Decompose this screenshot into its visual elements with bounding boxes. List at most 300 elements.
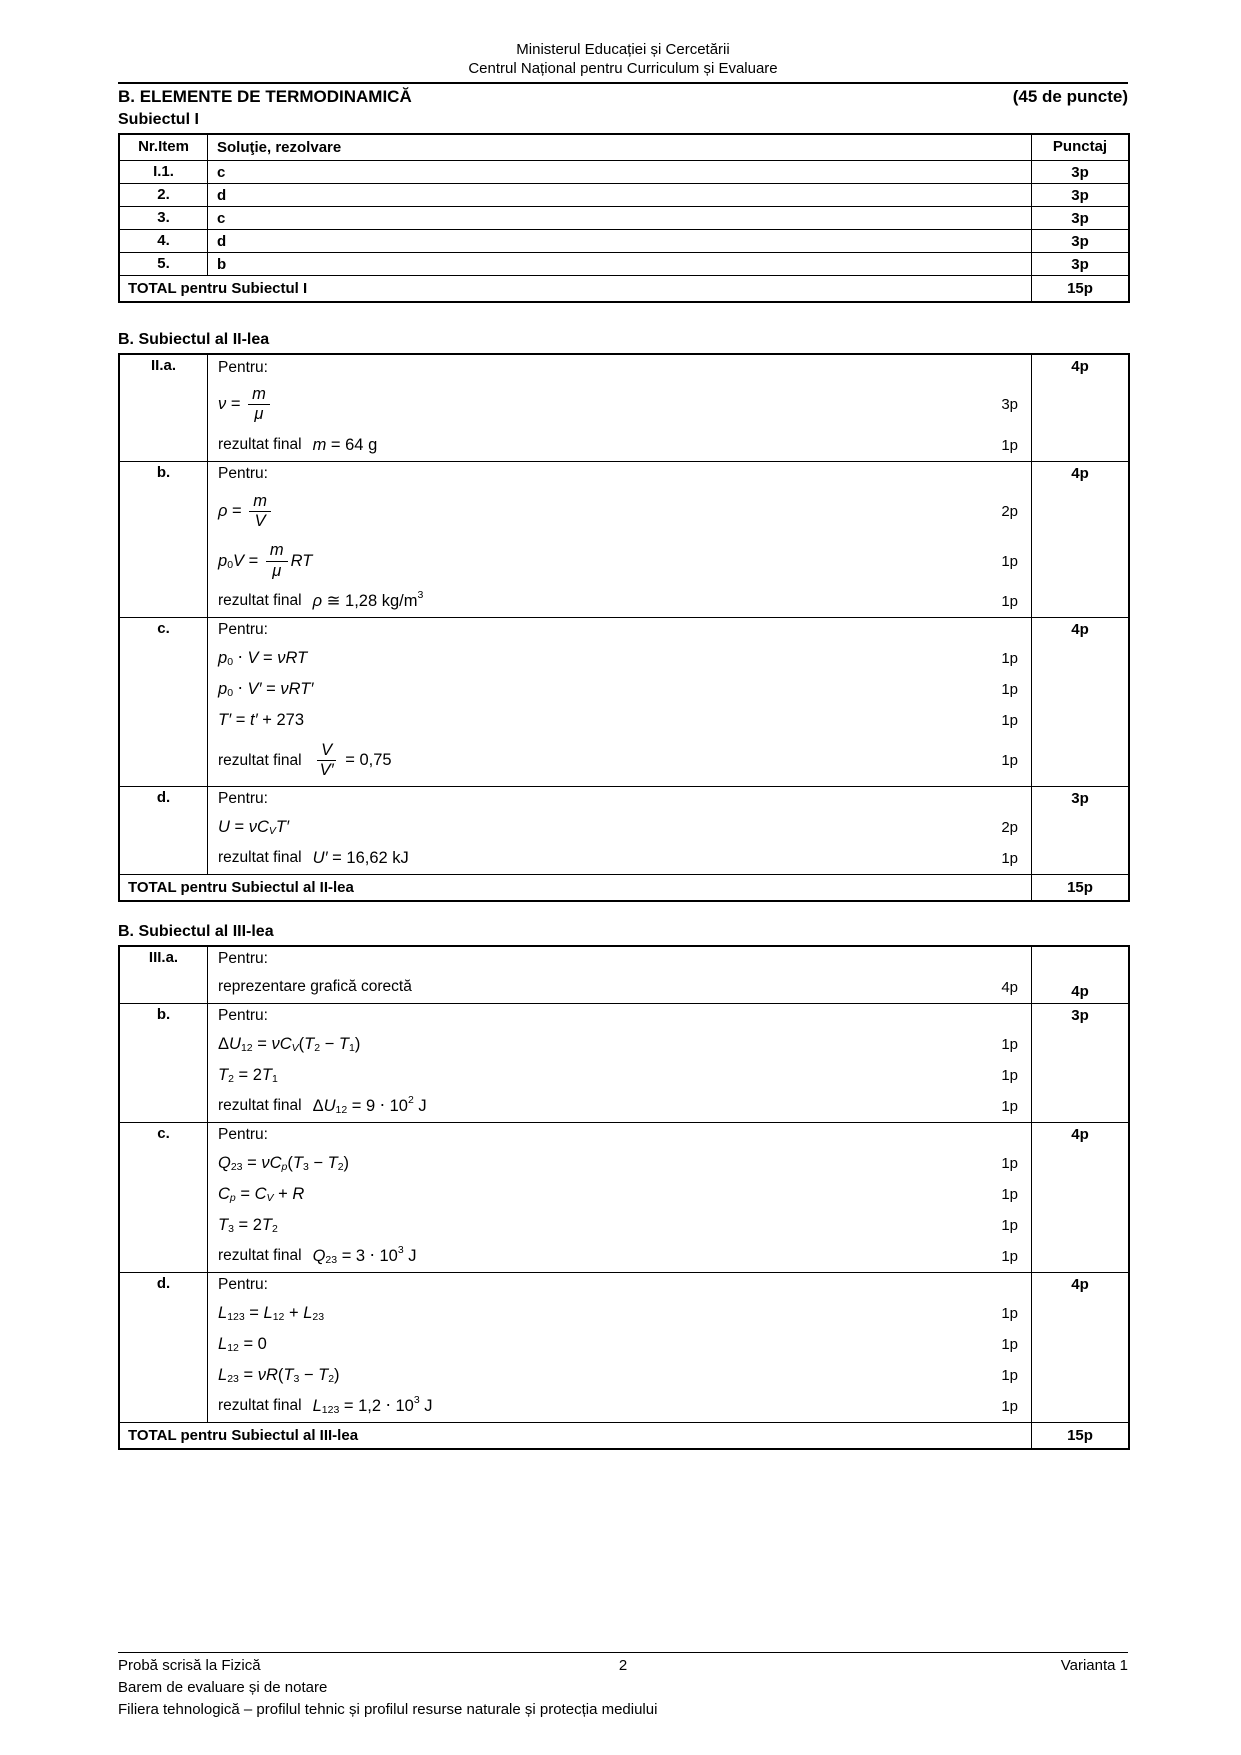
- solution-line: [208, 618, 1031, 643]
- formula-segment: (: [298, 1034, 305, 1053]
- formula-segment: Δ: [312, 1096, 324, 1115]
- formula: [218, 1216, 278, 1235]
- table-row: [120, 1003, 1128, 1122]
- solution-line: [208, 1123, 1031, 1148]
- solution-line: [208, 947, 1031, 972]
- table-row: [120, 183, 1128, 206]
- footer-filiera-line: Filiera tehnologică – profilul tehnic și profilul resurse naturale și protecția mediului: [118, 1701, 658, 1718]
- formula-segment: 23: [230, 1161, 243, 1173]
- row-points-cell: 4p: [1031, 947, 1128, 1003]
- fraction-denominator: [250, 405, 267, 423]
- solution-line: [208, 643, 1031, 674]
- formula-segment: T: [261, 1065, 273, 1084]
- formula-segment: ): [343, 1153, 350, 1172]
- formula-segment: T: [261, 1215, 273, 1234]
- solution-line: [208, 1360, 1031, 1391]
- formula-segment: 12: [227, 1342, 239, 1354]
- header-nr-item: Nr.Item: [120, 135, 208, 160]
- solution-text: Pentru:: [218, 465, 268, 483]
- chapter-points: (45 de puncte): [1012, 87, 1128, 106]
- total-row: [120, 1422, 1128, 1448]
- item-cell: 4.: [120, 230, 208, 252]
- formula-segment: V′: [319, 761, 334, 780]
- formula: [218, 537, 312, 585]
- formula-segment: ⋅: [233, 680, 248, 699]
- solution-text: Pentru:: [218, 621, 268, 639]
- solution-line: [208, 674, 1031, 705]
- row-points-cell: 3p: [1031, 787, 1128, 874]
- answer-cell: c: [217, 164, 226, 181]
- result-prefix: rezultat final: [218, 1247, 302, 1264]
- formula-segment: V: [291, 1042, 299, 1054]
- formula-segment: U′: [312, 848, 328, 867]
- row-points-cell: 4p: [1031, 355, 1128, 461]
- formula-segment: p: [229, 1192, 236, 1204]
- line-points: 1p: [1001, 680, 1018, 698]
- footer-barem-line: Barem de evaluare și de notare: [118, 1679, 328, 1696]
- table-row: [120, 947, 1128, 1003]
- formula-segment: = 64 g: [326, 435, 378, 454]
- ministry-line: Ministerul Educației și Cercetării: [516, 41, 730, 58]
- formula-segment: C: [254, 1184, 267, 1203]
- table-row: [120, 206, 1128, 229]
- formula-segment: νR: [257, 1365, 278, 1384]
- solution-line: [208, 1091, 1031, 1122]
- fraction-numerator: [248, 386, 270, 405]
- table-row: [120, 617, 1128, 786]
- formula: [218, 1304, 324, 1323]
- solution-text: Pentru:: [218, 1007, 268, 1024]
- formula: [218, 1335, 267, 1354]
- line-points: 1p: [1001, 1304, 1018, 1322]
- line-points: 1p: [1001, 711, 1018, 729]
- solution-text: Pentru:: [218, 358, 268, 376]
- line-points: 1p: [1001, 1185, 1018, 1203]
- formula-segment: =: [235, 1184, 255, 1203]
- formula-segment: ρ: [218, 501, 228, 520]
- formula-segment: νC: [248, 817, 269, 836]
- solution-cell: [208, 1123, 1031, 1272]
- fraction: [248, 386, 270, 424]
- footer-rule: [118, 1652, 1128, 1653]
- result-prefix: rezultat final: [218, 751, 302, 769]
- formula-segment: U: [218, 817, 230, 836]
- subiectul1-table: [118, 133, 1130, 303]
- total-label: TOTAL pentru Subiectul al II-lea: [128, 878, 354, 896]
- formula-segment: L: [218, 1365, 228, 1384]
- formula: [313, 737, 392, 785]
- formula-segment: V: [233, 551, 245, 570]
- table-row: [120, 229, 1128, 252]
- formula-segment: J: [413, 1096, 427, 1115]
- formula-segment: 2: [314, 1042, 321, 1054]
- center-line: Centrul Național pentru Curriculum și Evaluare: [468, 60, 778, 77]
- solution-text: Pentru:: [218, 790, 268, 807]
- formula-segment: 0: [227, 687, 234, 700]
- solution-text: Pentru:: [218, 1126, 268, 1143]
- formula-segment: T: [327, 1153, 338, 1172]
- formula: [218, 1154, 349, 1173]
- solution-line: [208, 1241, 1031, 1272]
- line-points: 1p: [1001, 552, 1018, 570]
- document-header: [118, 0, 1128, 78]
- formula-segment: νC: [271, 1034, 292, 1053]
- formula-segment: m: [253, 491, 268, 510]
- solution-line: [208, 972, 1031, 1003]
- table-row: [120, 1122, 1128, 1272]
- solution-line: [208, 430, 1031, 461]
- formula-segment: 0: [227, 559, 234, 572]
- solution-line: [208, 812, 1031, 843]
- solution-cell: [208, 1273, 1031, 1422]
- solution-cell: [208, 355, 1031, 461]
- formula-segment: 123: [227, 1311, 245, 1323]
- item-cell: 3.: [120, 207, 208, 229]
- line-points: 1p: [1001, 1216, 1018, 1234]
- formula-segment: =: [244, 1303, 264, 1322]
- total-points: 15p: [1031, 1423, 1128, 1448]
- item-cell: 5.: [120, 253, 208, 275]
- line-points: 1p: [1001, 436, 1018, 454]
- formula-segment: = 3 ⋅ 10: [337, 1247, 398, 1265]
- line-points: 4p: [1001, 978, 1018, 996]
- line-points: 1p: [1001, 1247, 1018, 1265]
- formula-segment: +: [273, 1184, 293, 1203]
- formula-segment: T: [218, 1065, 229, 1084]
- formula-segment: 12: [272, 1311, 285, 1323]
- formula-segment: 2: [272, 1223, 278, 1235]
- formula-segment: T: [318, 1365, 329, 1384]
- page-number: 2: [618, 1657, 628, 1674]
- formula-segment: 12: [335, 1104, 348, 1116]
- solution-line: [208, 536, 1031, 586]
- formula-segment: =: [226, 395, 246, 414]
- formula: [218, 488, 274, 536]
- answer-cell: d: [217, 187, 227, 204]
- formula-segment: 23: [325, 1254, 338, 1266]
- formula-segment: −: [299, 1365, 319, 1384]
- solution-line: [208, 355, 1031, 380]
- item-cell: b.: [120, 462, 208, 617]
- formula-segment: p: [218, 648, 228, 667]
- formula-segment: ): [354, 1034, 361, 1053]
- table-row: [120, 355, 1128, 461]
- formula-segment: = 1,2 ⋅ 10: [339, 1397, 414, 1415]
- line-points: 1p: [1001, 1397, 1018, 1415]
- row-points-cell: 4p: [1031, 462, 1128, 617]
- solution-line: [208, 1329, 1031, 1360]
- formula-segment: ν: [218, 395, 227, 414]
- footer-variant: Varianta 1: [1060, 1657, 1128, 1674]
- formula-segment: T: [283, 1365, 294, 1384]
- line-points: 1p: [1001, 1097, 1018, 1115]
- solution-line: [208, 843, 1031, 874]
- formula-segment: U: [229, 1034, 241, 1053]
- formula-segment: 23: [312, 1311, 325, 1323]
- points-cell: 3p: [1031, 161, 1128, 183]
- formula-segment: 23: [227, 1373, 239, 1385]
- solution-cell: [208, 787, 1031, 874]
- fraction-numerator: [249, 493, 271, 512]
- solution-cell: [208, 462, 1031, 617]
- solution-line: [208, 1391, 1031, 1422]
- total-row: [120, 874, 1128, 900]
- fraction-denominator: [251, 512, 270, 530]
- formula-segment: p: [281, 1161, 288, 1173]
- result-prefix: rezultat final: [218, 1097, 302, 1114]
- line-points: 1p: [1001, 1066, 1018, 1084]
- fraction: [249, 493, 271, 531]
- line-points: 3p: [1001, 396, 1018, 414]
- table-row: [120, 160, 1128, 183]
- formula-segment: L: [303, 1303, 313, 1322]
- solution-line: [208, 787, 1031, 812]
- formula-segment: ⋅: [233, 649, 248, 668]
- formula-segment: νRT′: [280, 679, 314, 698]
- formula-segment: =: [258, 648, 278, 667]
- subiectul2-table: [118, 353, 1130, 902]
- header-solutie: Soluţie, rezolvare: [217, 139, 342, 156]
- row-points-cell: 4p: [1031, 618, 1128, 786]
- formula-segment: + 273: [257, 710, 305, 729]
- formula-segment: T′: [275, 817, 290, 836]
- fraction-numerator: [266, 542, 288, 561]
- formula-segment: T: [292, 1153, 303, 1172]
- answer-cell: b: [217, 256, 227, 273]
- solution-cell: [208, 947, 1031, 1003]
- formula-segment: = 0: [238, 1334, 267, 1353]
- solution-line: [208, 1179, 1031, 1210]
- formula-segment: =: [231, 710, 250, 729]
- header-rule: [118, 82, 1128, 84]
- formula-segment: V: [247, 648, 259, 667]
- line-points: 1p: [1001, 1035, 1018, 1053]
- result-prefix: rezultat final: [218, 592, 302, 610]
- formula-segment: 2: [328, 1373, 335, 1385]
- formula-segment: V: [254, 511, 266, 530]
- formula-segment: νRT: [277, 648, 308, 667]
- formula-segment: 3: [417, 589, 424, 602]
- table-row: [120, 461, 1128, 617]
- solution-cell: [208, 1004, 1031, 1122]
- formula: [313, 1396, 433, 1416]
- points-cell: 3p: [1031, 253, 1128, 275]
- solution-text: reprezentare grafică corectă: [218, 978, 412, 995]
- formula-segment: = 9 ⋅ 10: [347, 1097, 408, 1115]
- solution-line: [208, 586, 1031, 617]
- answer-cell: d: [217, 233, 227, 250]
- formula-segment: ): [334, 1365, 340, 1384]
- formula-segment: V′: [247, 679, 262, 698]
- item-cell: d.: [120, 1273, 208, 1422]
- result-prefix: rezultat final: [218, 1397, 302, 1414]
- formula-segment: = 2: [233, 1065, 262, 1084]
- formula: [313, 1096, 427, 1116]
- formula-segment: Q: [218, 1153, 231, 1172]
- formula-segment: =: [261, 679, 281, 698]
- solution-line: [208, 1210, 1031, 1241]
- formula-segment: (: [287, 1153, 293, 1172]
- subiectul1-heading: Subiectul I: [118, 111, 199, 128]
- formula-segment: U: [323, 1096, 336, 1115]
- solution-line: [208, 1148, 1031, 1179]
- formula: [313, 1246, 417, 1266]
- line-points: 2p: [1001, 818, 1018, 836]
- formula-segment: μ: [254, 405, 264, 424]
- item-cell: d.: [120, 787, 208, 874]
- formula-segment: μ: [272, 561, 282, 580]
- solution-line: [208, 462, 1031, 487]
- formula: [218, 648, 307, 668]
- item-cell: 2.: [120, 184, 208, 206]
- formula-segment: = 0,75: [340, 751, 392, 770]
- formula: [218, 818, 289, 837]
- result-prefix: rezultat final: [218, 849, 302, 866]
- line-points: 1p: [1001, 1154, 1018, 1172]
- total-label: TOTAL pentru Subiectul I: [128, 280, 308, 297]
- formula-segment: Δ: [218, 1034, 230, 1053]
- formula-segment: Q: [312, 1246, 326, 1265]
- formula-segment: V: [268, 825, 276, 837]
- item-cell: c.: [120, 1123, 208, 1272]
- table-row: [120, 252, 1128, 275]
- formula: [218, 1035, 360, 1054]
- solution-line: [208, 380, 1031, 430]
- formula-segment: T: [304, 1034, 315, 1053]
- formula-segment: t′: [250, 710, 258, 729]
- formula-segment: =: [229, 817, 249, 836]
- formula-segment: −: [308, 1153, 328, 1172]
- table-header-row: [120, 135, 1128, 160]
- formula-segment: 2: [337, 1161, 344, 1173]
- formula-segment: m: [269, 541, 284, 560]
- formula: [218, 1185, 304, 1204]
- chapter-title: B. ELEMENTE DE TERMODINAMICĂ: [118, 87, 412, 106]
- solution-text: Pentru:: [218, 950, 268, 967]
- document-footer: [118, 1652, 1128, 1721]
- formula-segment: 2: [407, 1094, 414, 1106]
- line-points: 1p: [1001, 1335, 1018, 1353]
- line-points: 1p: [1001, 849, 1018, 867]
- formula-segment: =: [227, 501, 247, 520]
- formula: [218, 711, 304, 730]
- points-cell: 3p: [1031, 230, 1128, 252]
- total-row: [120, 275, 1128, 301]
- row-points-cell: 3p: [1031, 1004, 1128, 1122]
- formula-segment: T′: [218, 710, 232, 729]
- formula-segment: m: [312, 435, 327, 454]
- formula-segment: ≅ 1,28 kg/m: [322, 592, 418, 611]
- formula: [313, 436, 378, 455]
- fraction-denominator: [268, 562, 285, 580]
- line-points: 1p: [1001, 649, 1018, 667]
- line-points: 1p: [1001, 592, 1018, 610]
- formula-segment: V: [266, 1192, 274, 1204]
- item-cell: c.: [120, 618, 208, 786]
- formula-segment: L: [312, 1396, 322, 1415]
- row-points-cell: 4p: [1031, 1273, 1128, 1422]
- formula-segment: (: [277, 1365, 284, 1384]
- item-cell: III.a.: [120, 947, 208, 1003]
- result-prefix: rezultat final: [218, 436, 302, 454]
- formula-segment: J: [403, 1246, 417, 1265]
- formula-segment: = 2: [233, 1215, 262, 1234]
- item-cell: II.a.: [120, 355, 208, 461]
- formula-segment: 3: [413, 1394, 420, 1406]
- formula-segment: T: [338, 1034, 349, 1053]
- formula: [218, 679, 313, 699]
- subiectul2-heading: B. Subiectul al II-lea: [118, 331, 270, 348]
- formula: [313, 849, 409, 868]
- formula-segment: 3: [397, 1244, 404, 1256]
- formula-segment: C: [218, 1184, 230, 1203]
- fraction-denominator: [316, 761, 338, 779]
- formula-segment: ρ: [312, 591, 323, 610]
- item-cell: b.: [120, 1004, 208, 1122]
- formula-segment: +: [284, 1303, 304, 1322]
- formula-segment: T: [218, 1215, 229, 1234]
- formula-segment: 3: [302, 1161, 309, 1173]
- formula-segment: L: [218, 1334, 228, 1353]
- formula: [218, 1066, 278, 1085]
- formula-segment: V: [321, 740, 333, 759]
- fraction: [266, 542, 288, 580]
- subiectul3-heading: B. Subiectul al III-lea: [118, 922, 274, 940]
- formula-segment: 0: [227, 656, 234, 669]
- formula: [218, 381, 273, 429]
- formula-segment: L: [263, 1303, 273, 1322]
- row-points-cell: 4p: [1031, 1123, 1128, 1272]
- formula-segment: RT: [290, 551, 313, 570]
- solution-line: [208, 1060, 1031, 1091]
- table-row: [120, 786, 1128, 874]
- formula-segment: 12: [240, 1042, 253, 1054]
- formula-segment: 3: [293, 1373, 300, 1385]
- answer-cell: c: [217, 210, 226, 227]
- points-cell: 3p: [1031, 207, 1128, 229]
- formula-segment: L: [218, 1303, 228, 1322]
- formula-segment: =: [244, 551, 263, 570]
- fraction-numerator: [317, 742, 336, 761]
- line-points: 1p: [1001, 1366, 1018, 1384]
- formula-segment: νC: [261, 1153, 282, 1172]
- total-points: 15p: [1031, 276, 1128, 301]
- total-label: TOTAL pentru Subiectul al III-lea: [128, 1426, 359, 1444]
- formula: [218, 1366, 340, 1385]
- points-cell: 3p: [1031, 184, 1128, 206]
- subiectul3-table: [118, 945, 1130, 1450]
- solution-line: [208, 1004, 1031, 1029]
- line-points: 2p: [1001, 502, 1018, 520]
- total-points: 15p: [1031, 875, 1128, 900]
- formula-segment: 1: [272, 1073, 278, 1085]
- table-row: [120, 1272, 1128, 1422]
- item-cell: I.1.: [120, 161, 208, 183]
- footer-exam-name: Probă scrisă la Fizică: [118, 1657, 261, 1674]
- solution-line: [208, 736, 1031, 786]
- line-points: 1p: [1001, 752, 1018, 770]
- formula-segment: 1: [348, 1042, 355, 1054]
- solution-line: [208, 1029, 1031, 1060]
- formula-segment: =: [252, 1034, 272, 1053]
- solution-line: [208, 705, 1031, 736]
- formula-segment: R: [292, 1184, 305, 1203]
- formula-segment: J: [419, 1396, 433, 1415]
- formula-segment: =: [242, 1153, 262, 1172]
- fraction: [316, 742, 338, 780]
- solution-cell: [208, 618, 1031, 786]
- solution-line: [208, 1298, 1031, 1329]
